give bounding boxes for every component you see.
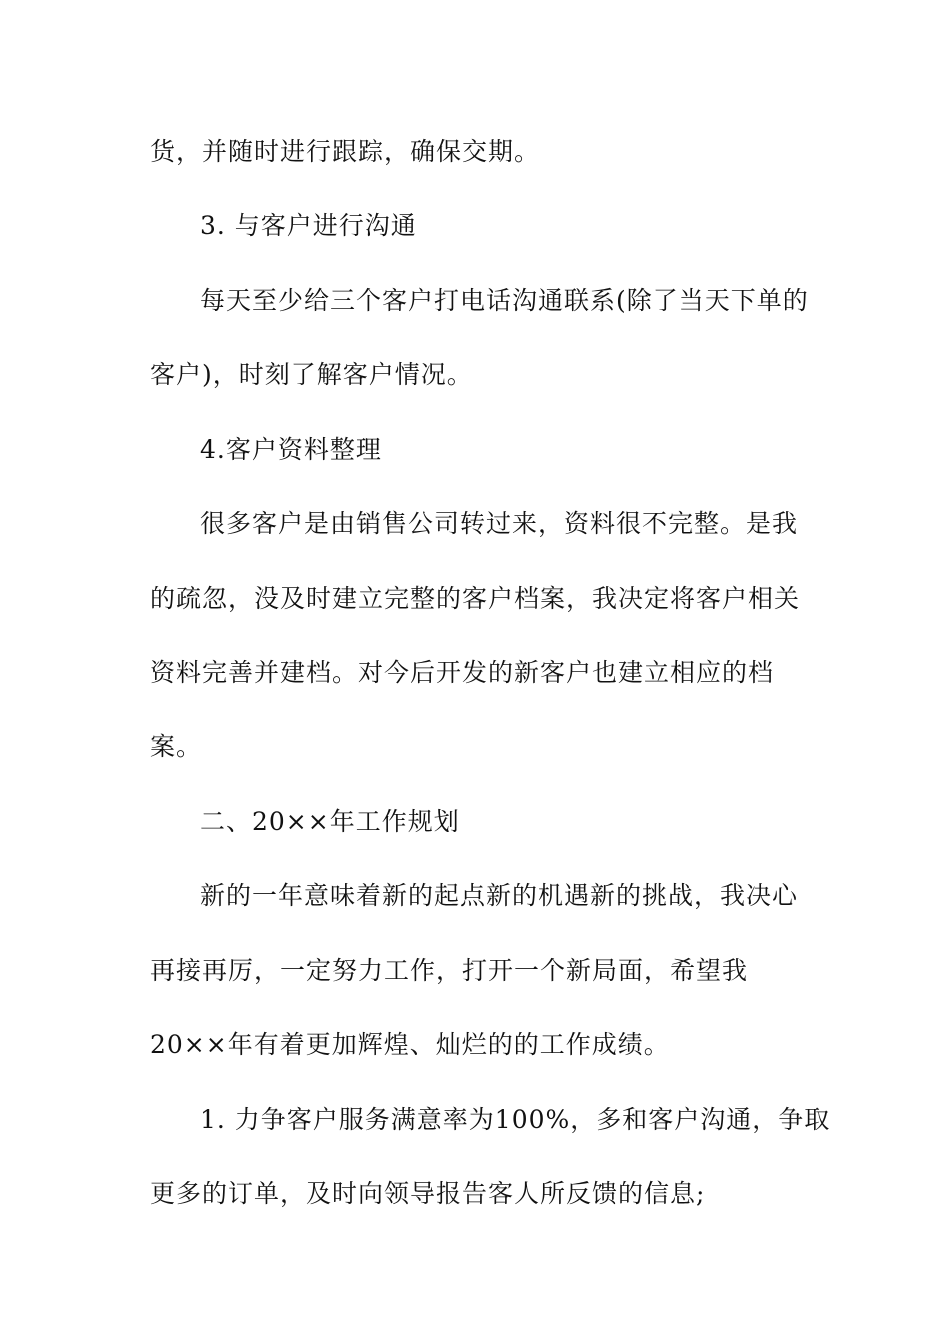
section-heading: 3. 与客户进行沟通 (200, 211, 417, 240)
paragraph-line: 客户)，时刻了解客户情况。 (150, 360, 473, 389)
paragraph-line: 更多的订单，及时向领导报告客人所反馈的信息; (150, 1179, 706, 1208)
paragraph-line: 1. 力争客户服务满意率为100%，多和客户沟通，争取 (200, 1105, 831, 1134)
section-heading: 4.客户资料整理 (200, 435, 382, 464)
paragraph-line: 货，并随时进行跟踪，确保交期。 (150, 137, 541, 166)
paragraph-line: 再接再厉，一定努力工作，打开一个新局面，希望我 (150, 956, 749, 985)
paragraph-line: 的疏忽，没及时建立完整的客户档案，我决定将客户相关 (150, 584, 801, 613)
section-heading: 二、20××年工作规划 (200, 807, 460, 836)
paragraph-line: 每天至少给三个客户打电话沟通联系(除了当天下单的 (200, 286, 809, 315)
paragraph-line: 资料完善并建档。对今后开发的新客户也建立相应的档 (150, 658, 775, 687)
paragraph-line: 很多客户是由销售公司转过来，资料很不完整。是我 (200, 509, 799, 538)
paragraph-line: 20××年有着更加辉煌、灿烂的的工作成绩。 (150, 1030, 670, 1059)
paragraph-line: 新的一年意味着新的起点新的机遇新的挑战，我决心 (200, 881, 799, 910)
paragraph-line: 案。 (150, 732, 203, 761)
